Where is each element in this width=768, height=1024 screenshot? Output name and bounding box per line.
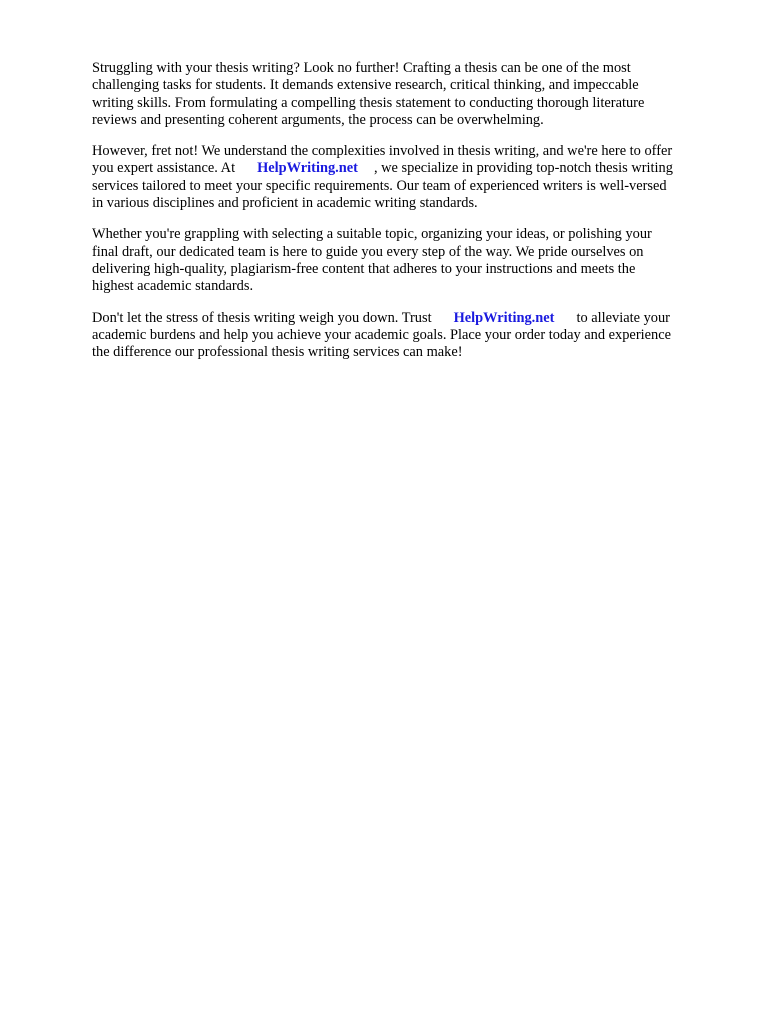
- text-line: in various disciplines and proficient in academic writing standards.: [92, 195, 478, 212]
- helpwriting-link[interactable]: HelpWriting.net: [453, 309, 555, 326]
- text-line-with-link: [92, 160, 732, 177]
- text-line: delivering high-quality, plagiarism-free content that adheres to your instructions and meets the: [92, 260, 636, 277]
- text-line: final draft, our dedicated team is here to guide you every step of the way. We pride ourselves on: [92, 243, 644, 260]
- text-line: services tailored to meet your specific requirements. Our team of experienced writers is well-versed: [92, 177, 667, 194]
- paragraph-intro: [92, 60, 732, 129]
- text-fragment: you expert assistance. At: [92, 160, 236, 177]
- text-line: highest academic standards.: [92, 278, 254, 295]
- document-page: [92, 60, 732, 375]
- text-line: challenging tasks for students. It demands extensive research, critical thinking, and impeccable: [92, 77, 639, 94]
- paragraph-call-to-action: [92, 310, 732, 362]
- text-line: Whether you're grappling with selecting a suitable topic, organizing your ideas, or polishing your: [92, 226, 652, 243]
- text-fragment: to alleviate your: [576, 309, 670, 326]
- text-fragment: Don't let the stress of thesis writing weigh you down. Trust: [92, 309, 432, 326]
- text-line: reviews and presenting coherent arguments, the process can be overwhelming.: [92, 111, 544, 128]
- helpwriting-link[interactable]: HelpWriting.net: [257, 160, 358, 177]
- text-line-with-link: [92, 310, 732, 327]
- text-line: Struggling with your thesis writing? Look no further! Crafting a thesis can be one of the most: [92, 60, 631, 76]
- paragraph-assistance: [92, 143, 732, 212]
- text-fragment: , we specialize in providing top-notch thesis writing: [373, 160, 673, 177]
- text-line: However, fret not! We understand the complexities involved in thesis writing, and we're here to offer: [92, 143, 673, 160]
- text-line: the difference our professional thesis writing services can make!: [92, 344, 463, 361]
- text-line: writing skills. From formulating a compelling thesis statement to conducting thorough literature: [92, 94, 645, 111]
- paragraph-guidance: [92, 226, 732, 295]
- text-line: academic burdens and help you achieve your academic goals. Place your order today and experience: [92, 326, 671, 343]
